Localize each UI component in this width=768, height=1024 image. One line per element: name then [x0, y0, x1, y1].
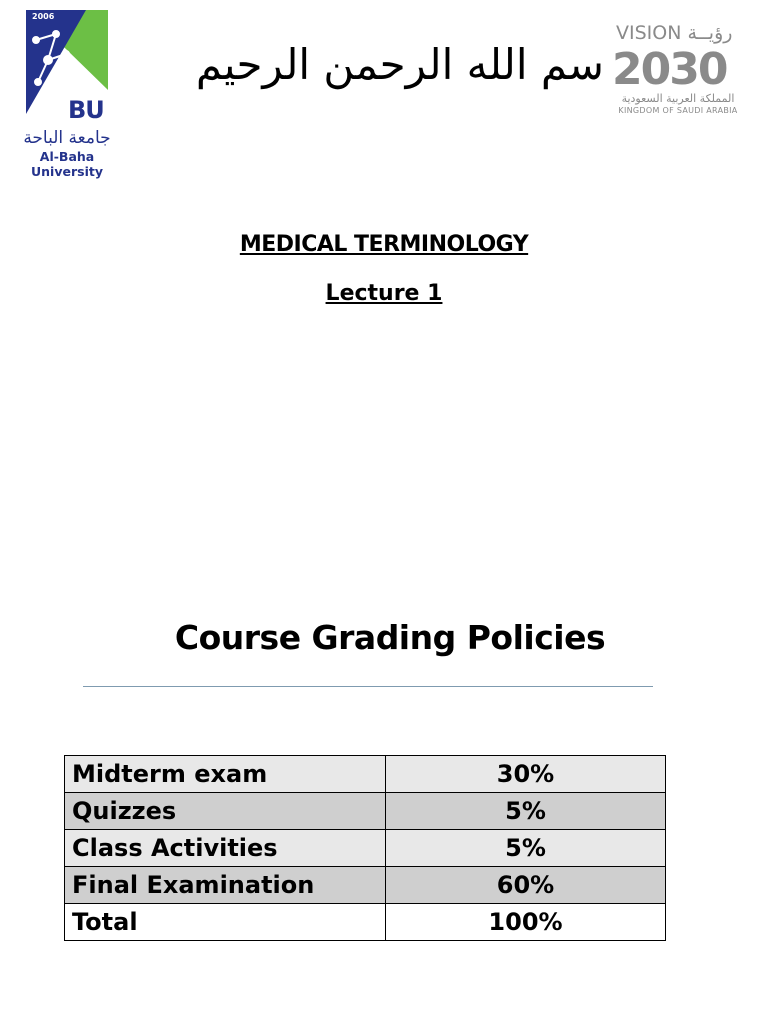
bu-letters: BU	[68, 96, 104, 124]
course-title: MEDICAL TERMINOLOGY	[239, 232, 529, 257]
table-cell-value: 100%	[386, 904, 666, 941]
table-cell-label: Midterm exam	[65, 756, 386, 793]
table-row	[65, 756, 666, 793]
table-cell-label: Class Activities	[65, 830, 386, 867]
section-heading: Course Grading Policies	[174, 618, 606, 657]
basmala-heading: سم الله الرحمن الرحيم	[195, 40, 604, 89]
table-cell-label: Total	[65, 904, 386, 941]
lecture-title: Lecture 1	[325, 281, 443, 306]
vision-year: 2030	[612, 44, 727, 95]
table-cell-value: 5%	[386, 793, 666, 830]
vision-2030-logo	[606, 10, 762, 120]
table-row	[65, 867, 666, 904]
vision-english-text: KINGDOM OF SAUDI ARABIA	[618, 106, 738, 115]
table-cell-value: 60%	[386, 867, 666, 904]
heading-divider	[83, 686, 653, 687]
vision-arabic-text: المملكة العربية السعودية	[621, 92, 735, 105]
grading-table	[64, 755, 666, 941]
table-row	[65, 830, 666, 867]
table-cell-label: Final Examination	[65, 867, 386, 904]
table-cell-label: Quizzes	[65, 793, 386, 830]
table-row	[65, 793, 666, 830]
vision-top-text: VISION رؤيــة	[616, 22, 733, 44]
bu-english-name: Al-Baha University	[31, 149, 103, 179]
table-cell-value: 30%	[386, 756, 666, 793]
al-baha-university-logo	[4, 8, 130, 179]
bu-arabic-name: جامعة الباحة	[23, 128, 111, 148]
table-cell-value: 5%	[386, 830, 666, 867]
bu-year: 2006	[32, 12, 55, 21]
table-row	[65, 904, 666, 941]
